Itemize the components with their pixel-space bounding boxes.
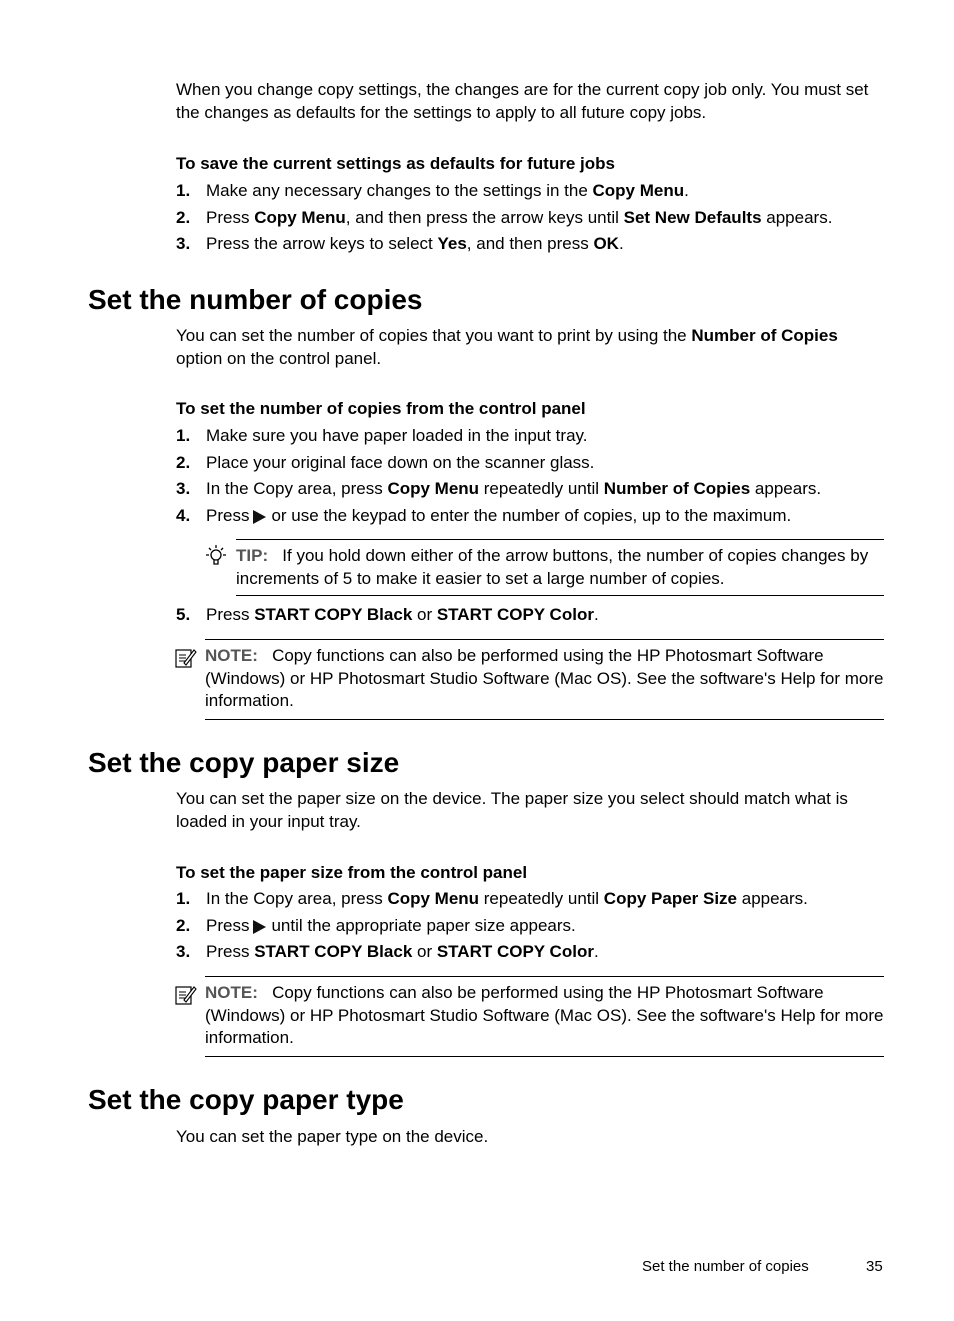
step-text: . — [618, 234, 624, 253]
step-text: In the Copy area, press — [206, 479, 388, 498]
step-text: Press — [206, 942, 255, 961]
step-number: 2. — [176, 207, 191, 227]
step-text: or — [412, 942, 437, 961]
list-item — [176, 604, 886, 631]
list-item — [176, 233, 886, 260]
step-bold-term: START COPY Color — [436, 605, 594, 624]
step-text: repeatedly until — [479, 889, 604, 908]
copies-procedure — [176, 398, 886, 531]
section-intro — [176, 325, 886, 370]
step-number: 3. — [176, 942, 191, 961]
section-title-number-of-copies: Set the number of copies — [88, 284, 423, 315]
step-text: appears. — [750, 479, 822, 498]
tip-text: If you hold down either of the arrow buttons, the number of copies changes by increments of 5 to make it easier to set a large number of copies. — [236, 546, 869, 588]
step-text: or — [412, 605, 437, 624]
note-content — [205, 982, 884, 1050]
procedure-heading: To set the number of copies from the control panel — [176, 399, 586, 418]
step-number: 1. — [176, 426, 191, 445]
intro-text: option on the control panel. — [176, 348, 382, 368]
step-text: Press — [206, 915, 250, 935]
footer-section-title: Set the number of copies — [642, 1258, 809, 1275]
step-number: 5. — [176, 605, 191, 624]
list-item — [176, 452, 886, 479]
section-intro: You can set the paper type on the device. — [176, 1127, 489, 1146]
step-bold-term: Number of Copies — [603, 479, 751, 498]
list-item — [176, 915, 886, 942]
step-list — [176, 888, 886, 968]
step-bold-term: Copy Menu — [387, 479, 480, 498]
step-bold-term: Copy Menu — [254, 207, 346, 227]
step-number: 3. — [176, 479, 191, 498]
step-text: , and then press — [466, 234, 594, 253]
step-text: or use the keypad to enter the number of copies, up to the maximum. — [271, 505, 792, 525]
save-defaults-procedure — [176, 153, 886, 260]
step-text: . — [593, 942, 599, 961]
note-box — [205, 639, 884, 720]
intro-bold-term: Number of Copies — [691, 326, 838, 345]
note-label: NOTE: — [205, 646, 258, 665]
list-item — [176, 505, 886, 532]
step-bold-term: Copy Menu — [387, 889, 480, 908]
step-number: 2. — [176, 452, 191, 472]
step-bold-term: START COPY Color — [436, 942, 594, 961]
list-item — [176, 207, 886, 234]
list-item — [176, 180, 886, 207]
section-title-copy-paper-size: Set the copy paper size — [88, 747, 400, 778]
step-bold-term: START COPY Black — [254, 605, 413, 624]
list-item — [176, 478, 886, 505]
step-list — [176, 604, 886, 631]
list-item — [176, 888, 886, 915]
step-text: Make any necessary changes to the settings in the — [206, 181, 593, 200]
note-content — [205, 645, 884, 713]
note-text: Copy functions can also be performed using the HP Photosmart Software (Windows) or HP Photosmart Studio Software (Mac OS). See the software's Help for more information. — [205, 983, 884, 1047]
page-number: 35 — [866, 1258, 883, 1275]
step-bold-term: Yes — [437, 234, 467, 253]
step-bold-term: START COPY Black — [254, 942, 413, 961]
step-text: . — [684, 181, 689, 200]
lightbulb-icon — [203, 543, 233, 573]
step-text: appears. — [737, 889, 808, 908]
step-text: Press — [206, 605, 255, 624]
copies-procedure-continued — [176, 604, 886, 631]
procedure-heading: To save the current settings as defaults for future jobs — [176, 154, 615, 173]
step-text: , and then press the arrow keys until — [345, 207, 624, 227]
note-box — [205, 976, 884, 1057]
step-bold-term: Copy Paper Size — [603, 889, 738, 908]
step-text: Press — [206, 505, 250, 525]
paper-size-procedure — [176, 862, 886, 968]
step-bold-term: Set New Defaults — [623, 207, 762, 227]
step-number: 4. — [176, 505, 191, 525]
note-icon — [174, 646, 200, 672]
tip-content — [236, 545, 884, 590]
step-text: Make sure you have paper loaded in the input tray. — [206, 426, 588, 445]
step-number: 1. — [176, 889, 191, 908]
step-number: 3. — [176, 234, 191, 253]
section-title-copy-paper-type: Set the copy paper type — [88, 1084, 404, 1115]
step-list — [176, 180, 886, 260]
note-text: Copy functions can also be performed using the HP Photosmart Software (Windows) or HP Photosmart Studio Software (Mac OS). See the software's Help for more information. — [205, 646, 884, 710]
step-text: In the Copy area, press — [206, 889, 388, 908]
step-text: Place your original face down on the scanner glass. — [206, 452, 595, 472]
right-arrow-icon — [253, 920, 266, 934]
step-text: until the appropriate paper size appears. — [271, 915, 576, 935]
list-item — [176, 425, 886, 452]
note-icon — [174, 983, 200, 1009]
step-text: . — [593, 605, 599, 624]
step-bold-term: OK — [593, 234, 619, 253]
step-text: Press — [206, 207, 255, 227]
step-bold-term: Copy Menu — [592, 181, 685, 200]
step-text: appears. — [761, 207, 833, 227]
procedure-heading: To set the paper size from the control panel — [176, 863, 528, 882]
step-number: 1. — [176, 181, 191, 200]
tip-box — [236, 539, 884, 596]
list-item — [176, 941, 886, 968]
step-number: 2. — [176, 915, 191, 935]
step-list — [176, 425, 886, 531]
note-label: NOTE: — [205, 983, 258, 1002]
intro-paragraph: When you change copy settings, the changes are for the current copy job only. You must set the changes as defaults for the settings to apply to all future copy jobs. — [176, 80, 869, 122]
step-text: repeatedly until — [479, 479, 604, 498]
right-arrow-icon — [253, 510, 266, 524]
section-intro: You can set the paper size on the device. The paper size you select should match what is loaded in your input tray. — [176, 789, 848, 831]
tip-label: TIP: — [236, 546, 269, 565]
step-text: Press the arrow keys to select — [206, 234, 438, 253]
intro-text: You can set the number of copies that you want to print by using the — [176, 326, 692, 345]
